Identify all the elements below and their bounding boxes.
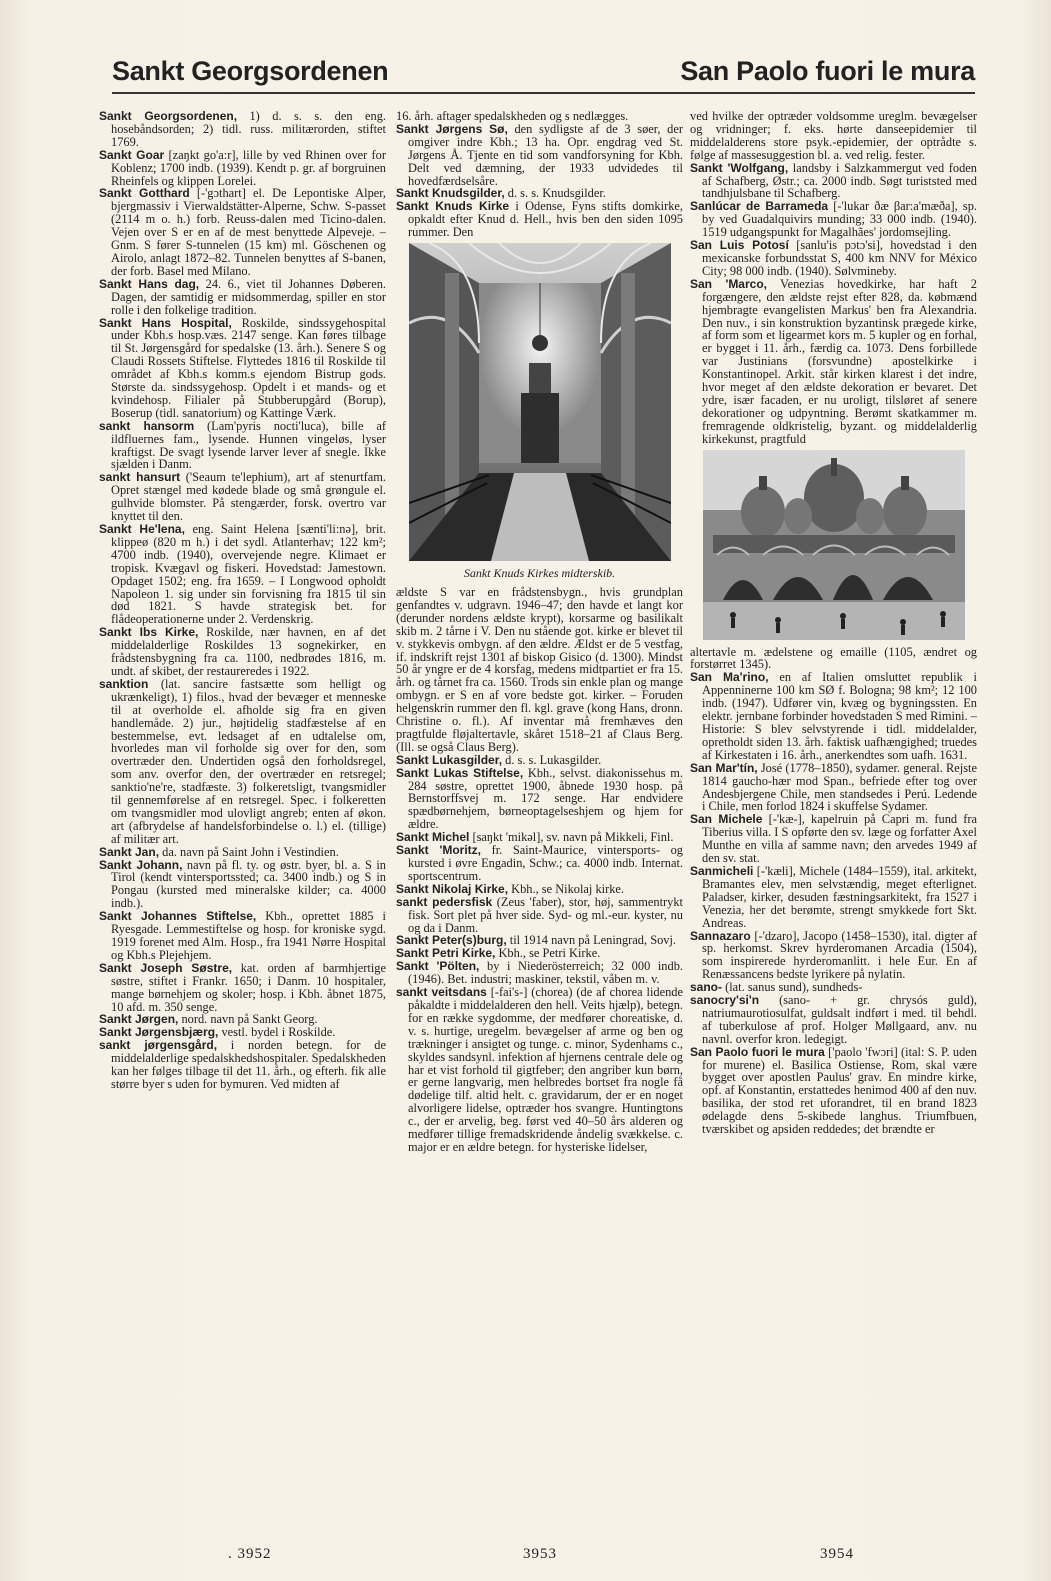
dictionary-entry (690, 994, 977, 1046)
dictionary-entry (690, 239, 977, 278)
entry-text: vestl. bydel i Roskilde. (218, 1025, 336, 1040)
entry-headword: Sankt Michel (396, 830, 470, 845)
entry-headword: sankt hansorm (99, 418, 195, 433)
entry-headword: Sankt Joseph Søstre, (99, 960, 233, 975)
page-number-middle: 3953 (523, 1546, 557, 1562)
entry-text: [-'kæ-], kapelruin på Capri m. fund fra Tiberius villa. I S opførte den sv. læge og forfatter Axel Munthe en villa af samme navn; den arvedes 1949 af den sv. stat. (702, 812, 977, 866)
dictionary-entry (396, 200, 683, 239)
column-1 (99, 110, 386, 1529)
entry-text: d. s. s. Knudsgilder. (504, 186, 606, 201)
entry-headword: sankt pedersfisk (396, 894, 493, 909)
entry-text: (lat. sanus sund), sundheds- (722, 980, 863, 995)
entry-headword: sankt jørgensgård, (99, 1038, 218, 1053)
entry-headword: Sanmicheli (690, 863, 754, 878)
column-2 (396, 110, 683, 1529)
entry-text: da. navn på Saint John i Vestindien. (159, 844, 339, 859)
entry-text: ['paolo 'fwɔri] (ital: S. P. uden for murene) el. Basilica Ostiense, Rom, skal være bygget over apostlen Paulus' grav. En mindre kirke, opf. af Konstantin, erstattedes henimod 400 af den nuv. basilika, der stod ret uforandret, til en brand 1823 ødelagde dens 5-skibede langhus. Triumfbuen, tværskibet og apsiden reddedes; det brændte er (702, 1044, 977, 1137)
dictionary-entry (99, 1039, 386, 1091)
dictionary-entry (396, 123, 683, 188)
entry-headword: Sankt Nikolaj Kirke, (396, 881, 509, 896)
entry-text: en af Italien omsluttet republik i Appenninerne 100 km SØ f. Bologna; 98 km²; 12 100 indb. (1947). Udfører vin, kvæg og bygningssten. En elektr. jernbane forbinder hovedstaden S med Rimini. – Historie: S blev selvstyrende i tidl. middelalder, opretholdt siden 13. årh. faktisk uafhængighed; truedes af Kirkestaten i 16. årh., anerkendtes som uafh. 1631. (702, 670, 977, 762)
entry-text: ('Seaum te'lephium), art af stenurtfam. Opret stængel med kødede blade og små grøngule el. gulhvide blomster. På stengærder, forsk. overtro var knyttet til den. (111, 470, 386, 524)
entry-text: by i Niederösterreich; 32 000 indb. (1946). Bet. industri; maskiner, tekstil, våben m. v. (408, 959, 683, 987)
entry-headword: San Mar'tín, (690, 760, 758, 775)
entry-headword: Sanlúcar de Barrameda (690, 199, 829, 214)
entry-text: (sano- + gr. chrysós guld), natriumaurotiosulfat, guldsalt indført i med. til behdl. af tuberkulose af prof. Holger Møllgaard, anv. nu navnl. overfor kron. ledegigt. (702, 993, 977, 1046)
entry-headword: Sankt Hans Hospital, (99, 315, 232, 330)
dictionary-entry (396, 986, 683, 1154)
header-right-guideword: San Paolo fuori le mura (680, 56, 975, 86)
entry-headword: Sankt Knudsgilder, (396, 186, 505, 201)
entry-text: 24. 6., viet til Johannes Døberen. Dagen, der samtidig er midsommerdag, spiller en stor rolle i den folkelige tradition. (111, 276, 386, 317)
entry-text: landsby i Salzkammergut ved foden af Schafberg, Østr.; ca. 2000 indb. Søgt turiststed med tandhjulsbane til Schafberg. (702, 160, 977, 201)
entry-text: [sanlu'is pɔtɔ'si], hovedstad i den mexicanske forbundsstat S, 400 km NNV for México City; 98 000 indb. (1940). Sølvmineby. (702, 238, 977, 278)
entry-headword: sanktion (99, 676, 149, 691)
dictionary-entry (690, 762, 977, 814)
dictionary-entry (99, 962, 386, 1014)
dictionary-entry (99, 678, 386, 846)
entry-headword: Sankt Knuds Kirke (396, 199, 510, 214)
entry-text: til 1914 navn på Leningrad, Sovj. (506, 933, 677, 948)
entry-headword: Sankt 'Wolfgang, (690, 160, 789, 175)
figure-caption: Sankt Knuds Kirkes midterskib. (463, 566, 616, 581)
entry-text: (Lam'pyris nocti'luca), bille af ildfluernes fam., lysende. Hunnen vingeløs, lyser kraftigst. De svagt lysende larver lever af snegle. Ikke sjælden i Danm. (111, 418, 386, 472)
entry-headword: San Ma'rino, (690, 670, 769, 685)
entry-headword: Sankt Johannes Stiftelse, (99, 909, 257, 924)
entry-text: 1) d. s. s. den eng. hosebåndsorden; 2) tidl. russ. militærorden, stiftet 1769. (111, 110, 386, 149)
entry-text: Kbh., se Nikolaj kirke. (508, 881, 625, 896)
entry-headword: San Paolo fuori le mura (690, 1044, 825, 1059)
running-header (112, 52, 975, 94)
entry-text: eng. Saint Helena [sænti'li:nə], brit. klippeø (820 m h.) i det sydl. Atlanterhav; 122 km²; 4700 indb. (1940), overvejende negre. Klimaet er tropisk. Kvægavl og fiskeri. Hovedstad: Jamestown. Opdaget 1502; eng. fra 1659. – I Longwood opholdt Napoleon 1. sig under sin forvisning fra 1815 til sin død 1821. S havde strategisk bet. for flådeoperationerne under 2. Verdenskrig. (111, 522, 386, 627)
dictionary-entry (690, 865, 977, 930)
figure-san-marco (696, 450, 971, 640)
entry-headword: San Luis Potosí (690, 238, 789, 253)
entry-headword: Sankt Jørgens Sø, (396, 121, 508, 136)
dictionary-entry (99, 420, 386, 472)
dictionary-entry (690, 930, 977, 982)
entry-headword: Sankt Lukas Stiftelse, (396, 765, 524, 780)
entry-text: (Zeus 'faber), stor, høj, sammentrykt fisk. Sort plet på hver side. Syd- og ml.-eur. kyster, nu og da i Danm. (408, 894, 683, 935)
dictionary-entry (690, 671, 977, 761)
entry-text: [-'dzaro], Jacopo (1458–1530), ital. digter af sp. herkomst. Skrev hyrderomanen Arcadia (1504), som inspirerede hyrderomanlitt. i hele Eur. En af Renæssancens bedste lyrikere på nylatin. (702, 928, 977, 982)
entry-headword: Sankt Gotthard (99, 186, 190, 201)
entry-text: den sydligste af de 3 søer, der omgiver indre Kbh.; 13 ha. Opr. engdrag ved St. Jørgens Å. Tjente en tid som vandforsyning for Kbh. Delt ved dæmning, der 1933 udvidedes til hovedfærdselsåre. (408, 121, 683, 188)
figure-knuds-kirke (402, 243, 677, 580)
entry-headword: Sankt Jørgen, (99, 1012, 179, 1027)
entry-continuation: altertavle m. ædelstene og emaille (1105, ændret og forstørret 1345). (690, 644, 977, 672)
entry-text: navn på fl. ty. og østr. byer, bl. a. S in Tirol (kendt vintersportssted; ca. 3400 indb.) og S in Pongau (kursted med mineralske kilder; ca. 4000 indb.). (111, 857, 386, 911)
dictionary-entry (396, 960, 683, 986)
entry-continuation: ældste S var en frådstensbygn., hvis grundplan genfandtes v. udgravn. 1946–47; den havde et langt kor (derunder nordens ældste krypt), korsarme og basilikalt skib m. 2 tårne i V. Den nu stående got. kirke er blevet til v. stykkevis ombygn. af den ældre. Ældst er de 5 vestfag, if. indskrift rejst 1301 af biskop Gisico (d. 1300). Mindst 50 år yngre er de 4 korsfag, medens midtpartiet er fra 15. årh. og tårnet fra ca. 1560. Trods sin enkle plan og mange ombygn. er S en af vore bedste got. kirker. – Foruden helgenskrin rummer den fl. kgl. grave (kong Hans, dronn. Christine o. fl.). Af inventar må fremhæves den pragtfulde fløjaltertavle, skåret 1518–21 af Claus Berg. (Ill. se også Claus Berg). (396, 584, 683, 754)
entry-headword: sano- (690, 980, 723, 995)
entry-headword: Sankt Jan, (99, 844, 160, 859)
entry-text: Kbh., se Petri Kirke. (495, 946, 601, 961)
dictionary-entry (690, 813, 977, 865)
entry-text: fr. Saint-Maurice, vintersports- og kursted i øvre Engadin, Schw.; ca. 4000 indb. Internat. sportscentrum. (408, 843, 683, 883)
dictionary-entry (396, 844, 683, 883)
entry-headword: Sankt 'Pölten, (396, 959, 480, 974)
entry-text: (lat. sancire fastsætte som helligt og ukrænkeligt), 1) filos., hvad der bevæger et menneske til at overholde el. afholde sig fra en given handlemåde. 2) jur., højtidelig stadfæstelse af en bestemmelse, evt. ledsaget af en udtalelse om, hvorledes man vil forholde sig over for den, som overtræder den. Undertiden også den forholdsregel, som anv. overfor den, der overtræder en retsregel; sanktio'ne're, stadfæste. 3) folkeretsligt, tvangsmidler til gennemførelse af en retsregel. Spec. i folkeretten om tvangsmidler mod ulovligt angreb; enten af økon. art (afbrydelse af handelsforbindelse o. l.) el. (tillige) af militær art. (111, 676, 386, 846)
entry-headword: Sankt 'Moritz, (396, 843, 482, 858)
entry-headword: Sankt Goar (99, 147, 165, 162)
dictionary-entry (99, 523, 386, 626)
san-marco-photo (703, 450, 965, 640)
entry-text: i norden betegn. for de middelalderlige spedalskhedshospitaler. Spedalskheden kan her følges tilbage til det 11. årh., og efterh. fik alle større byer s uden for bymuren. Ved midten af (111, 1038, 386, 1091)
entry-text: [-fai's-] (chorea) (de af chorea lidende påkaldte i middelalderen den hell. Veits hjælp), betegn. for en række sygdomme, der medfører choreatiske, d. v. s. hurtige, uregelm. bevægelser af arme og ben og trækninger i ansigtet og tunge. c. minor, Sydenhams c., skyldes sandsynl. infektion af hjernens centrale dele og har et vist forhold til gigtfeber; den angriber kun børn, er gerne langvarig, men helbredes bortset fra nogle få dødelige tilf. altid helt. c. gravidarum, der er en noget alvorligere lidelse, optræder hos svangre. Huntingtons c., der er arvelig, beg. først ved 40–50 års alderen og medfører tillige fremadskridende åndelig svækkelse. c. major er en ældre betegn. for hysteriske lidelser, (408, 985, 683, 1154)
dictionary-entry (99, 910, 386, 962)
dictionary-entry (396, 896, 683, 935)
dictionary-entry (99, 859, 386, 911)
dictionary-entry (99, 317, 386, 420)
dictionary-entry (99, 187, 386, 277)
dictionary-entry (99, 149, 386, 188)
entry-headword: Sankt Johann, (99, 857, 183, 872)
entry-headword: Sankt Ibs Kirke, (99, 625, 199, 640)
column-3 (690, 110, 977, 1529)
dictionary-entry (690, 1046, 977, 1136)
entry-text: [-'lukar ðæ βar:a'mæða], sp. by ved Guadalquivirs munding; 33 000 indb. (1940). 1519 udgangspunkt for Magalhães' jordomsejling. (702, 199, 977, 240)
entry-text: kat. orden af barmhjertige søstre, stiftet i Frankr. 1650; i Danm. 10 hospitaler, mange børnehjem og skoler; hosp. i Kbh. åbnet 1875, 10 afd. m. 350 senge. (111, 960, 386, 1014)
page-number-right: 3954 (820, 1546, 854, 1562)
entry-text: Venezias hovedkirke, har haft 2 forgængere, den ældste rejst efter 828, da. købmænd hjembragte evangelisten Markus' ben fra Alexandria. Den nuv., i sin konstruktion byzantinsk prægede kirke, af form som et ligearmet kors m. 5 kupler og en forhal, er bygget i 11. årh., færdig ca. 1073. Dens forbillede var Justinians (forsvundne) apostelkirke i Konstantinopel. Arkit. står kirken klarest i det indre, hvor meget af den ældste dekoration er bevaret. Det ydre, især facaden, er nu uroligt, tilsløret af senere dekorationer og udpyntning. Berømt skatkammer m. fremragende oldkristelig, byzant. og middelalderlig kirkekunst, pragtfuld (702, 276, 977, 446)
entry-continuation: ved hvilke der optræder voldsomme ureglm. bevægelser og vridninger; f. eks. hørte danseepidemier til middelalderens store psyk.-epidemier, der optrådte s. følge af massesuggestion bl. a. ved relig. fester. (690, 110, 977, 162)
entry-text: [zaŋkt go'a:r], lille by ved Rhinen over for Koblenz; 1700 indb. (1939). Kendt p. gr. af borgruinen Rheinfels og klippen Lorelei. (111, 147, 386, 188)
dictionary-entry (690, 162, 977, 201)
dictionary-entry (99, 110, 386, 149)
entry-headword: Sankt He'lena, (99, 522, 185, 536)
entry-text: [saŋkt 'mikəl], sv. navn på Mikkeli, Finl. (469, 830, 674, 845)
entry-text: Kbh., oprettet 1885 i Ryesgade. Lemmestiftelse og hosp. for kroniske sygd. 1919 forenet med Alm. Hosp., fra 1941 Nørre Hospital og Kbh.s Plejehjem. (111, 909, 386, 962)
entry-continuation: 16. årh. aftager spedalskheden og s nedlægges. (396, 110, 629, 123)
dictionary-entry (99, 471, 386, 523)
dictionary-entry (99, 278, 386, 317)
entry-headword: Sankt Petri Kirke, (396, 946, 496, 961)
entry-headword: sankt hansurt (99, 470, 181, 485)
entry-headword: sankt veitsdans (396, 985, 487, 1000)
church-nave-photo (409, 243, 671, 561)
entry-headword: Sankt Jørgensbjærg, (99, 1025, 219, 1040)
dictionary-entry (690, 278, 977, 446)
entry-headword: San Michele (690, 812, 763, 827)
entry-text: [-'kæli], Michele (1484–1559), ital. arkitekt, Bramantes elev, men selvstændig, meget efterlignet. Paladser, kirker, desuden fæstningsarkitekt, fra 1527 i Venezia, her det berømte, strengt smykkede fort Skt. Andreas. (702, 863, 977, 930)
dictionary-entry (396, 767, 683, 832)
entry-text: [-'gɔthart] el. De Lepontiske Alper, bjergmassiv i Vierwaldstätter-Alperne, Schw. S-passet (2114 m o. h.) forb. Reuss-dalen med Ticino-dalen. Vejen over S er en af de mest benyttede Alpeveje. – Gnm. S fører S-tunnelen (15 km) ml. Göschenen og Airolo, anlagt 1872–82. Tunnelen benyttes af S-banen, der forb. Basel med Milano. (111, 186, 386, 278)
entry-text: i Odense, Fyns stifts domkirke, opkaldt efter Knud d. Hell., hvis ben den siden 1095 rummer. Den (408, 199, 683, 240)
entry-headword: Sankt Peter(s)burg, (396, 933, 507, 948)
dictionary-entry (690, 200, 977, 239)
entry-headword: sanocry'si'n (690, 993, 760, 1008)
dictionary-entry (99, 626, 386, 678)
header-left-guideword: Sankt Georgsordenen (112, 56, 389, 86)
entry-headword: Sannazaro (690, 928, 751, 943)
page-number-left: . 3952 (228, 1546, 272, 1562)
entry-text: Roskilde, nær havnen, en af det middelalderlige Roskildes 13 sognekirker, en frådstensbygning fra ca. 1100, nedbrødes 1816, m. undt. af skibet, der restaureredes i 1922. (111, 625, 386, 678)
entry-text: Kbh., selvst. diakonissehus m. 284 søstre, oprettet 1900, åbnede 1930 hosp. på Bernstorffsvej m. 172 senge. Har endvidere spædbørnehjem, børneoptagelseshjem og hjem for ældre. (408, 765, 683, 832)
entry-text: nord. navn på Sankt Georg. (178, 1012, 318, 1027)
entry-headword: Sankt Hans dag, (99, 276, 200, 291)
entry-headword: Sankt Lukasgilder, (396, 752, 503, 767)
entry-headword: Sankt Georgsordenen, (99, 110, 238, 123)
entry-text: Roskilde, sindssygehospital under Kbh.s hosp.væs. 2147 senge. Kan føres tilbage til St. Jørgensgård for spedalske (13. årh.). Senere S og Claudi Rossets Stiftelse. Flyttedes 1816 til Roskilde til området af Kbh.s komm.s ejendom Bistrup gods. Største da. sindssygehosp. Opdelt i et mands- og et kvindehosp. Filialer på Stubberupgård (Borup), Boserup (tidl. sanatorium) og Kattinge Værk. (111, 315, 386, 420)
entry-text: José (1778–1850), sydamer. general. Rejste 1814 gaucho-hær mod Span., befriede efter tog over Andesbjergene Chile, men standsedes i Perú. Ledende i Chile, men forlod 1824 i skuffelse Sydamer. (702, 760, 977, 814)
entry-text: d. s. s. Lukasgilder. (502, 752, 602, 767)
entry-headword: San 'Marco, (690, 276, 767, 291)
